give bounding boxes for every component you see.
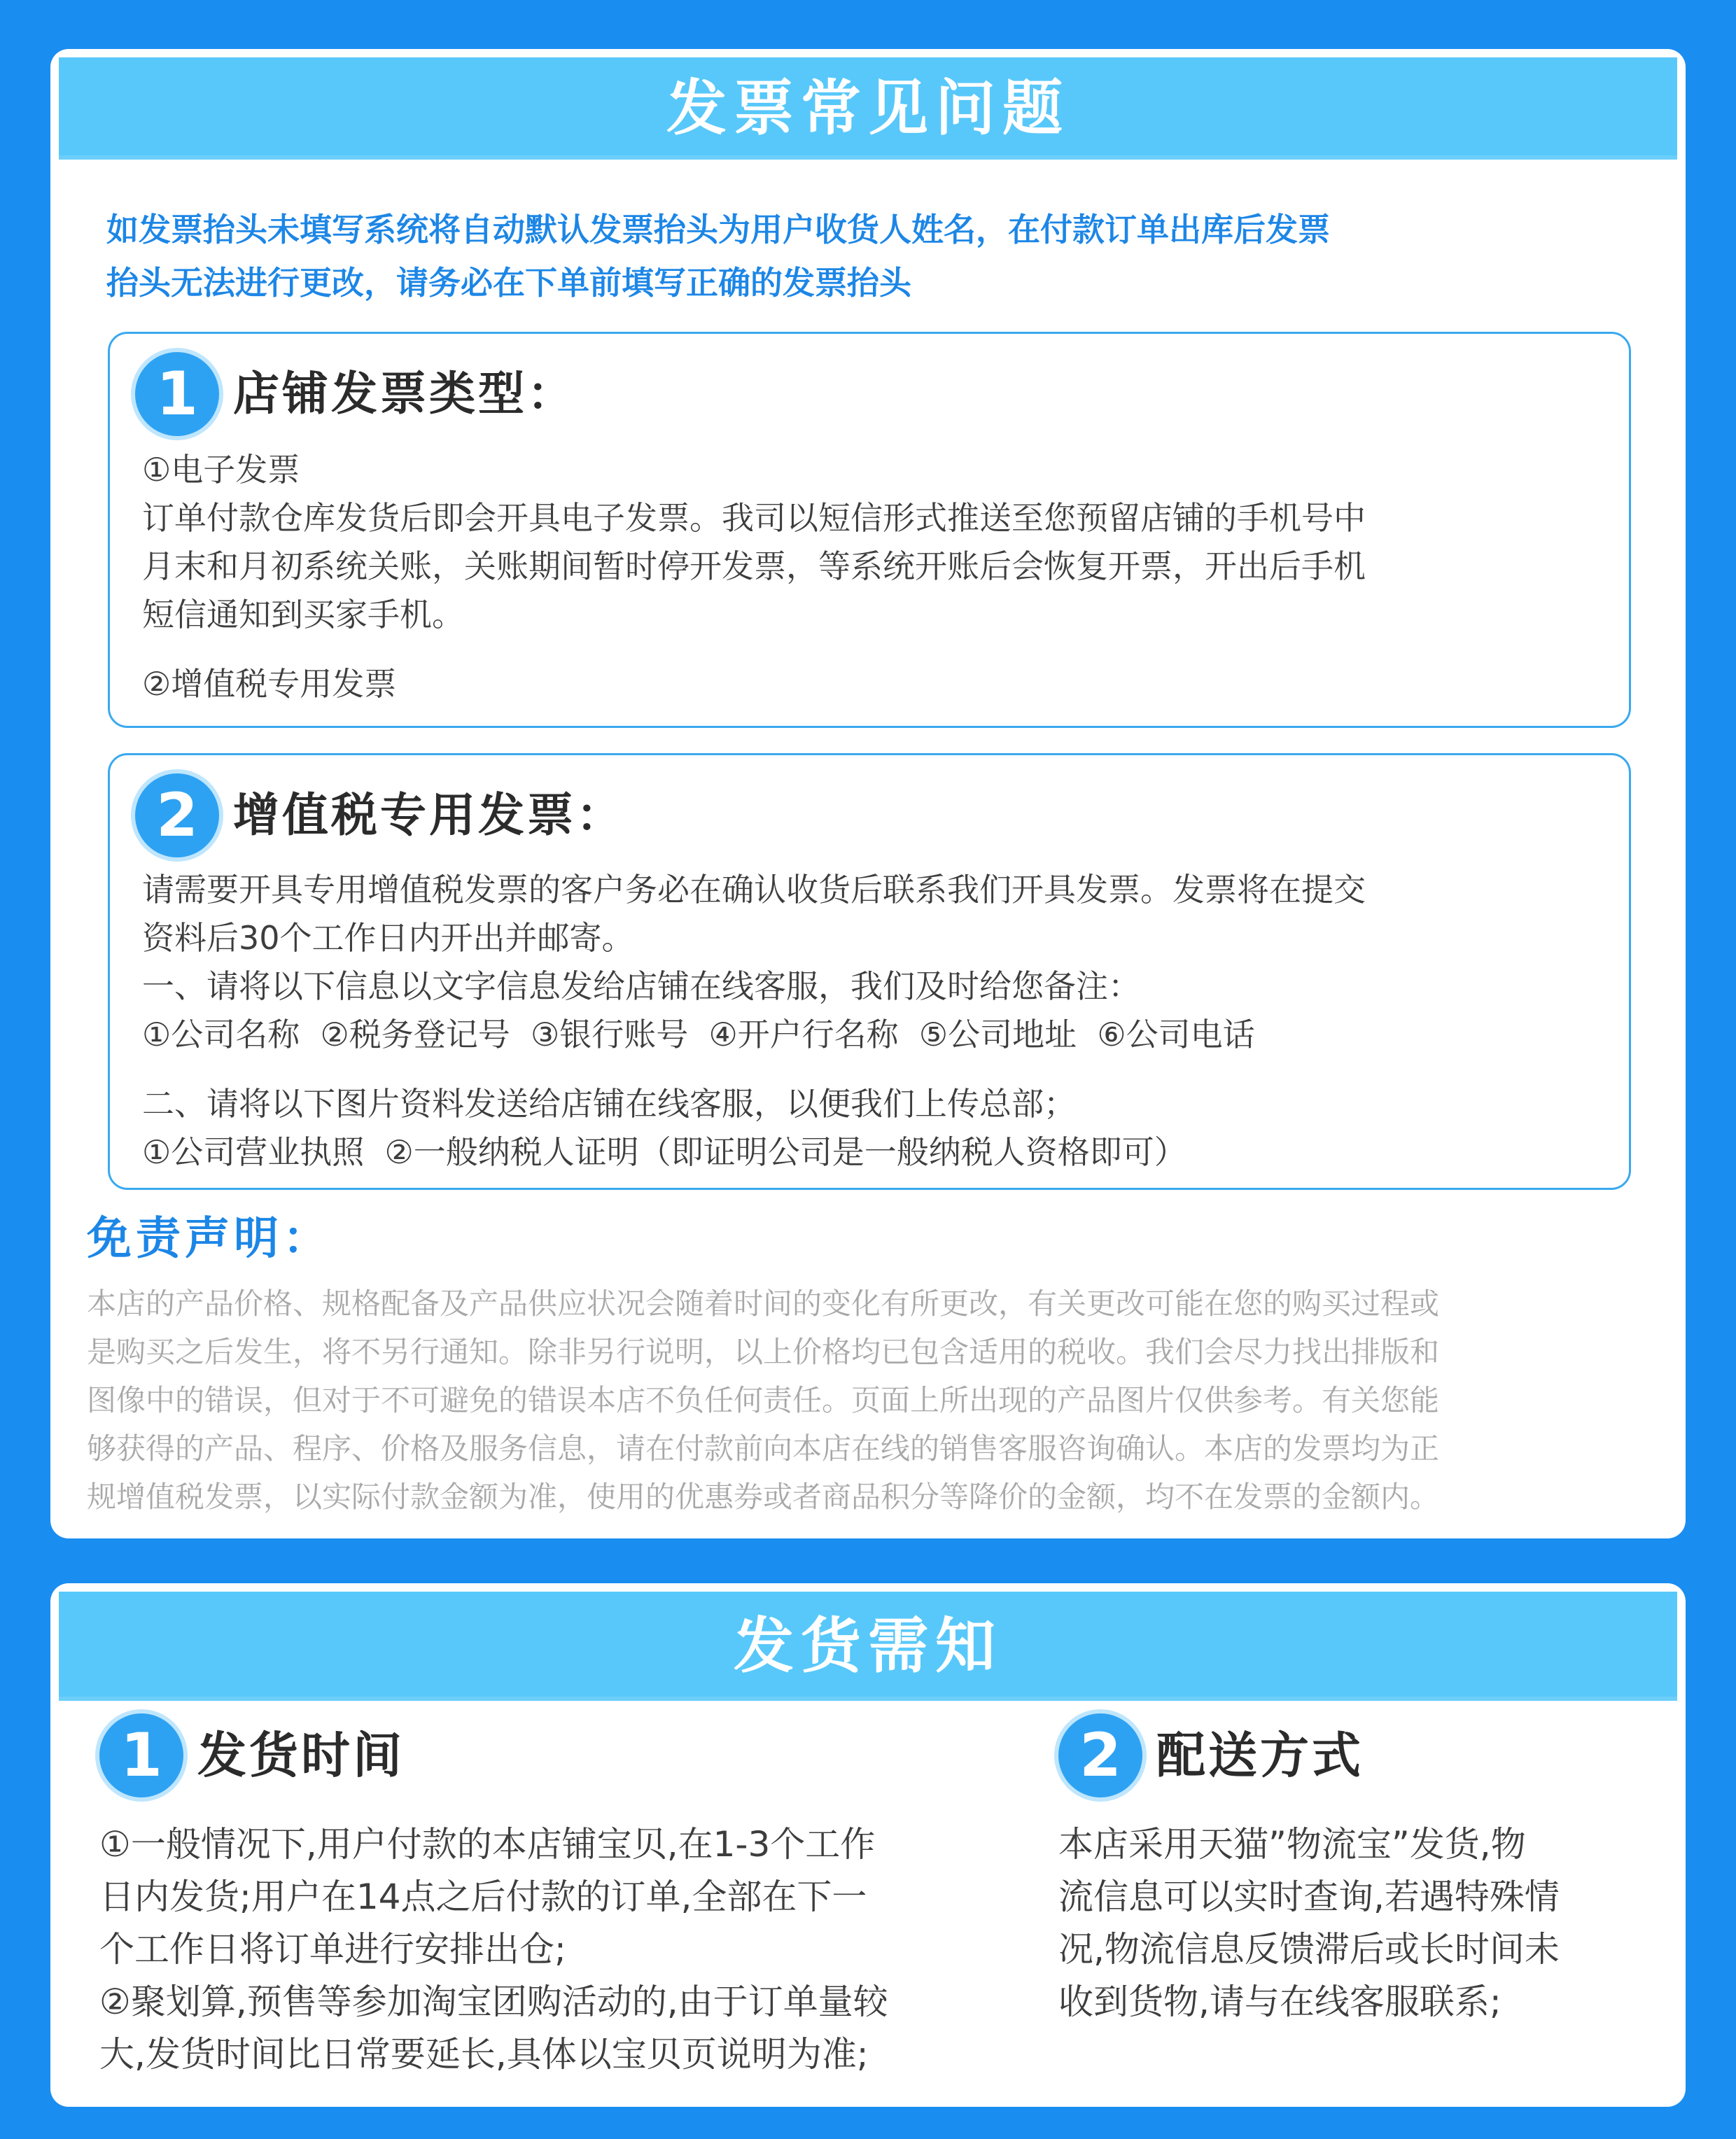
e-invoice-text-line: 月末和月初系统关账，关账期间暂时停开发票，等系统开账后会恢复开票，开出后手机 <box>142 547 1366 585</box>
shipping-time-title: 发货时间 <box>197 1727 405 1784</box>
number-badge-1: 1 <box>99 1713 183 1797</box>
vat-invoice-label: ②增值税专用发票 <box>142 665 397 703</box>
disclaimer-line: 本店的产品价格、规格配备及产品供应状况会随着时间的变化有所更改，有关更改可能在您的购买过程或 <box>87 1286 1440 1321</box>
invoice-title-notice <box>106 203 1632 309</box>
invoice-type-title: 店铺发票类型： <box>233 367 576 421</box>
delivery-method-line: 收到货物,请与在线客服联系; <box>1058 1982 1502 2022</box>
e-invoice-label: ①电子发票 <box>142 451 300 489</box>
delivery-method-line: 流信息可以实时查询,若遇特殊情 <box>1058 1877 1560 1917</box>
shipping-time-line: 个工作日将订单进行安排出仓; <box>99 1929 566 1970</box>
vat-invoice-box <box>108 753 1631 1190</box>
disclaimer-line: 规增值税发票，以实际付款金额为准，使用的优惠券或者商品积分等降价的金额，均不在发票的金额内。 <box>87 1480 1440 1514</box>
shipping-time-text <box>99 1818 1051 2081</box>
disclaimer-line: 够获得的产品、程序、价格及服务信息，请在付款前向本店在线的销售客服咨询确认。本店的发票均为正 <box>87 1431 1440 1466</box>
shipping-time-line: 日内发货;用户在14点之后付款的订单,全部在下一 <box>99 1877 867 1917</box>
notice-line: 抬头无法进行更改，请务必在下单前填写正确的发票抬头 <box>106 264 911 302</box>
delivery-method-line: 本店采用天猫”物流宝”发货,物 <box>1058 1824 1526 1865</box>
invoice-faq-panel <box>50 49 1686 1538</box>
delivery-method-title: 配送方式 <box>1156 1727 1364 1784</box>
vat-step-2-items: ①公司营业执照 ②一般纳税人证明（即证明公司是一般纳税人资格即可） <box>142 1133 1186 1171</box>
e-invoice-text-line: 短信通知到买家手机。 <box>142 596 464 633</box>
vat-invoice-title: 增值税专用发票： <box>233 788 625 842</box>
shipping-time-line: ①一般情况下,用户付款的本店铺宝贝,在1-3个工作 <box>99 1824 876 1865</box>
notice-line: 如发票抬头未填写系统将自动默认发票抬头为用户收货人姓名，在付款订单出库后发票 <box>106 211 1330 248</box>
e-invoice-text-line: 订单付款仓库发货后即会开具电子发票。我司以短信形式推送至您预留店铺的手机号中 <box>142 499 1366 537</box>
number-badge-1: 1 <box>135 352 219 436</box>
vat-step-1-items: ①公司名称 ②税务登记号 ③银行账号 ④开户行名称 ⑤公司地址 ⑥公司电话 <box>142 1016 1255 1053</box>
disclaimer-line: 图像中的错误，但对于不可避免的错误本店不负任何责任。页面上所出现的产品图片仅供参考。有关您能 <box>87 1383 1440 1417</box>
vat-step-1: 一、请将以下信息以文字信息发给店铺在线客服，我们及时给您备注： <box>142 967 1140 1005</box>
disclaimer-text <box>87 1279 1652 1521</box>
vat-intro-line: 请需要开具专用增值税发票的客户务必在确认收货后联系我们开具发票。发票将在提交 <box>142 871 1366 909</box>
invoice-type-content <box>142 446 1605 708</box>
shipping-notice-title: 发货需知 <box>59 1592 1677 1701</box>
delivery-method-text <box>1058 1818 1632 2028</box>
vat-step-2: 二、请将以下图片资料发送给店铺在线客服，以便我们上传总部； <box>142 1085 1076 1123</box>
disclaimer-title: 免责声明： <box>87 1213 332 1265</box>
invoice-faq-title: 发票常见问题 <box>59 57 1677 160</box>
number-badge-2: 2 <box>135 773 219 857</box>
vat-intro-line: 资料后30个工作日内开出并邮寄。 <box>142 919 634 957</box>
invoice-type-box <box>108 332 1631 728</box>
disclaimer-line: 是购买之后发生，将不另行通知。除非另行说明，以上价格均已包含适用的税收。我们会尽力找出排版和 <box>87 1335 1440 1369</box>
vat-invoice-content <box>142 866 1605 1177</box>
number-badge-2: 2 <box>1058 1713 1142 1797</box>
shipping-time-line: 大,发货时间比日常要延长,具体以宝贝页说明为准; <box>99 2034 869 2075</box>
delivery-method-line: 况,物流信息反馈滞后或长时间未 <box>1058 1929 1560 1970</box>
shipping-time-line: ②聚划算,预售等参加淘宝团购活动的,由于订单量较 <box>99 1982 888 2022</box>
shipping-notice-panel <box>50 1583 1686 2107</box>
